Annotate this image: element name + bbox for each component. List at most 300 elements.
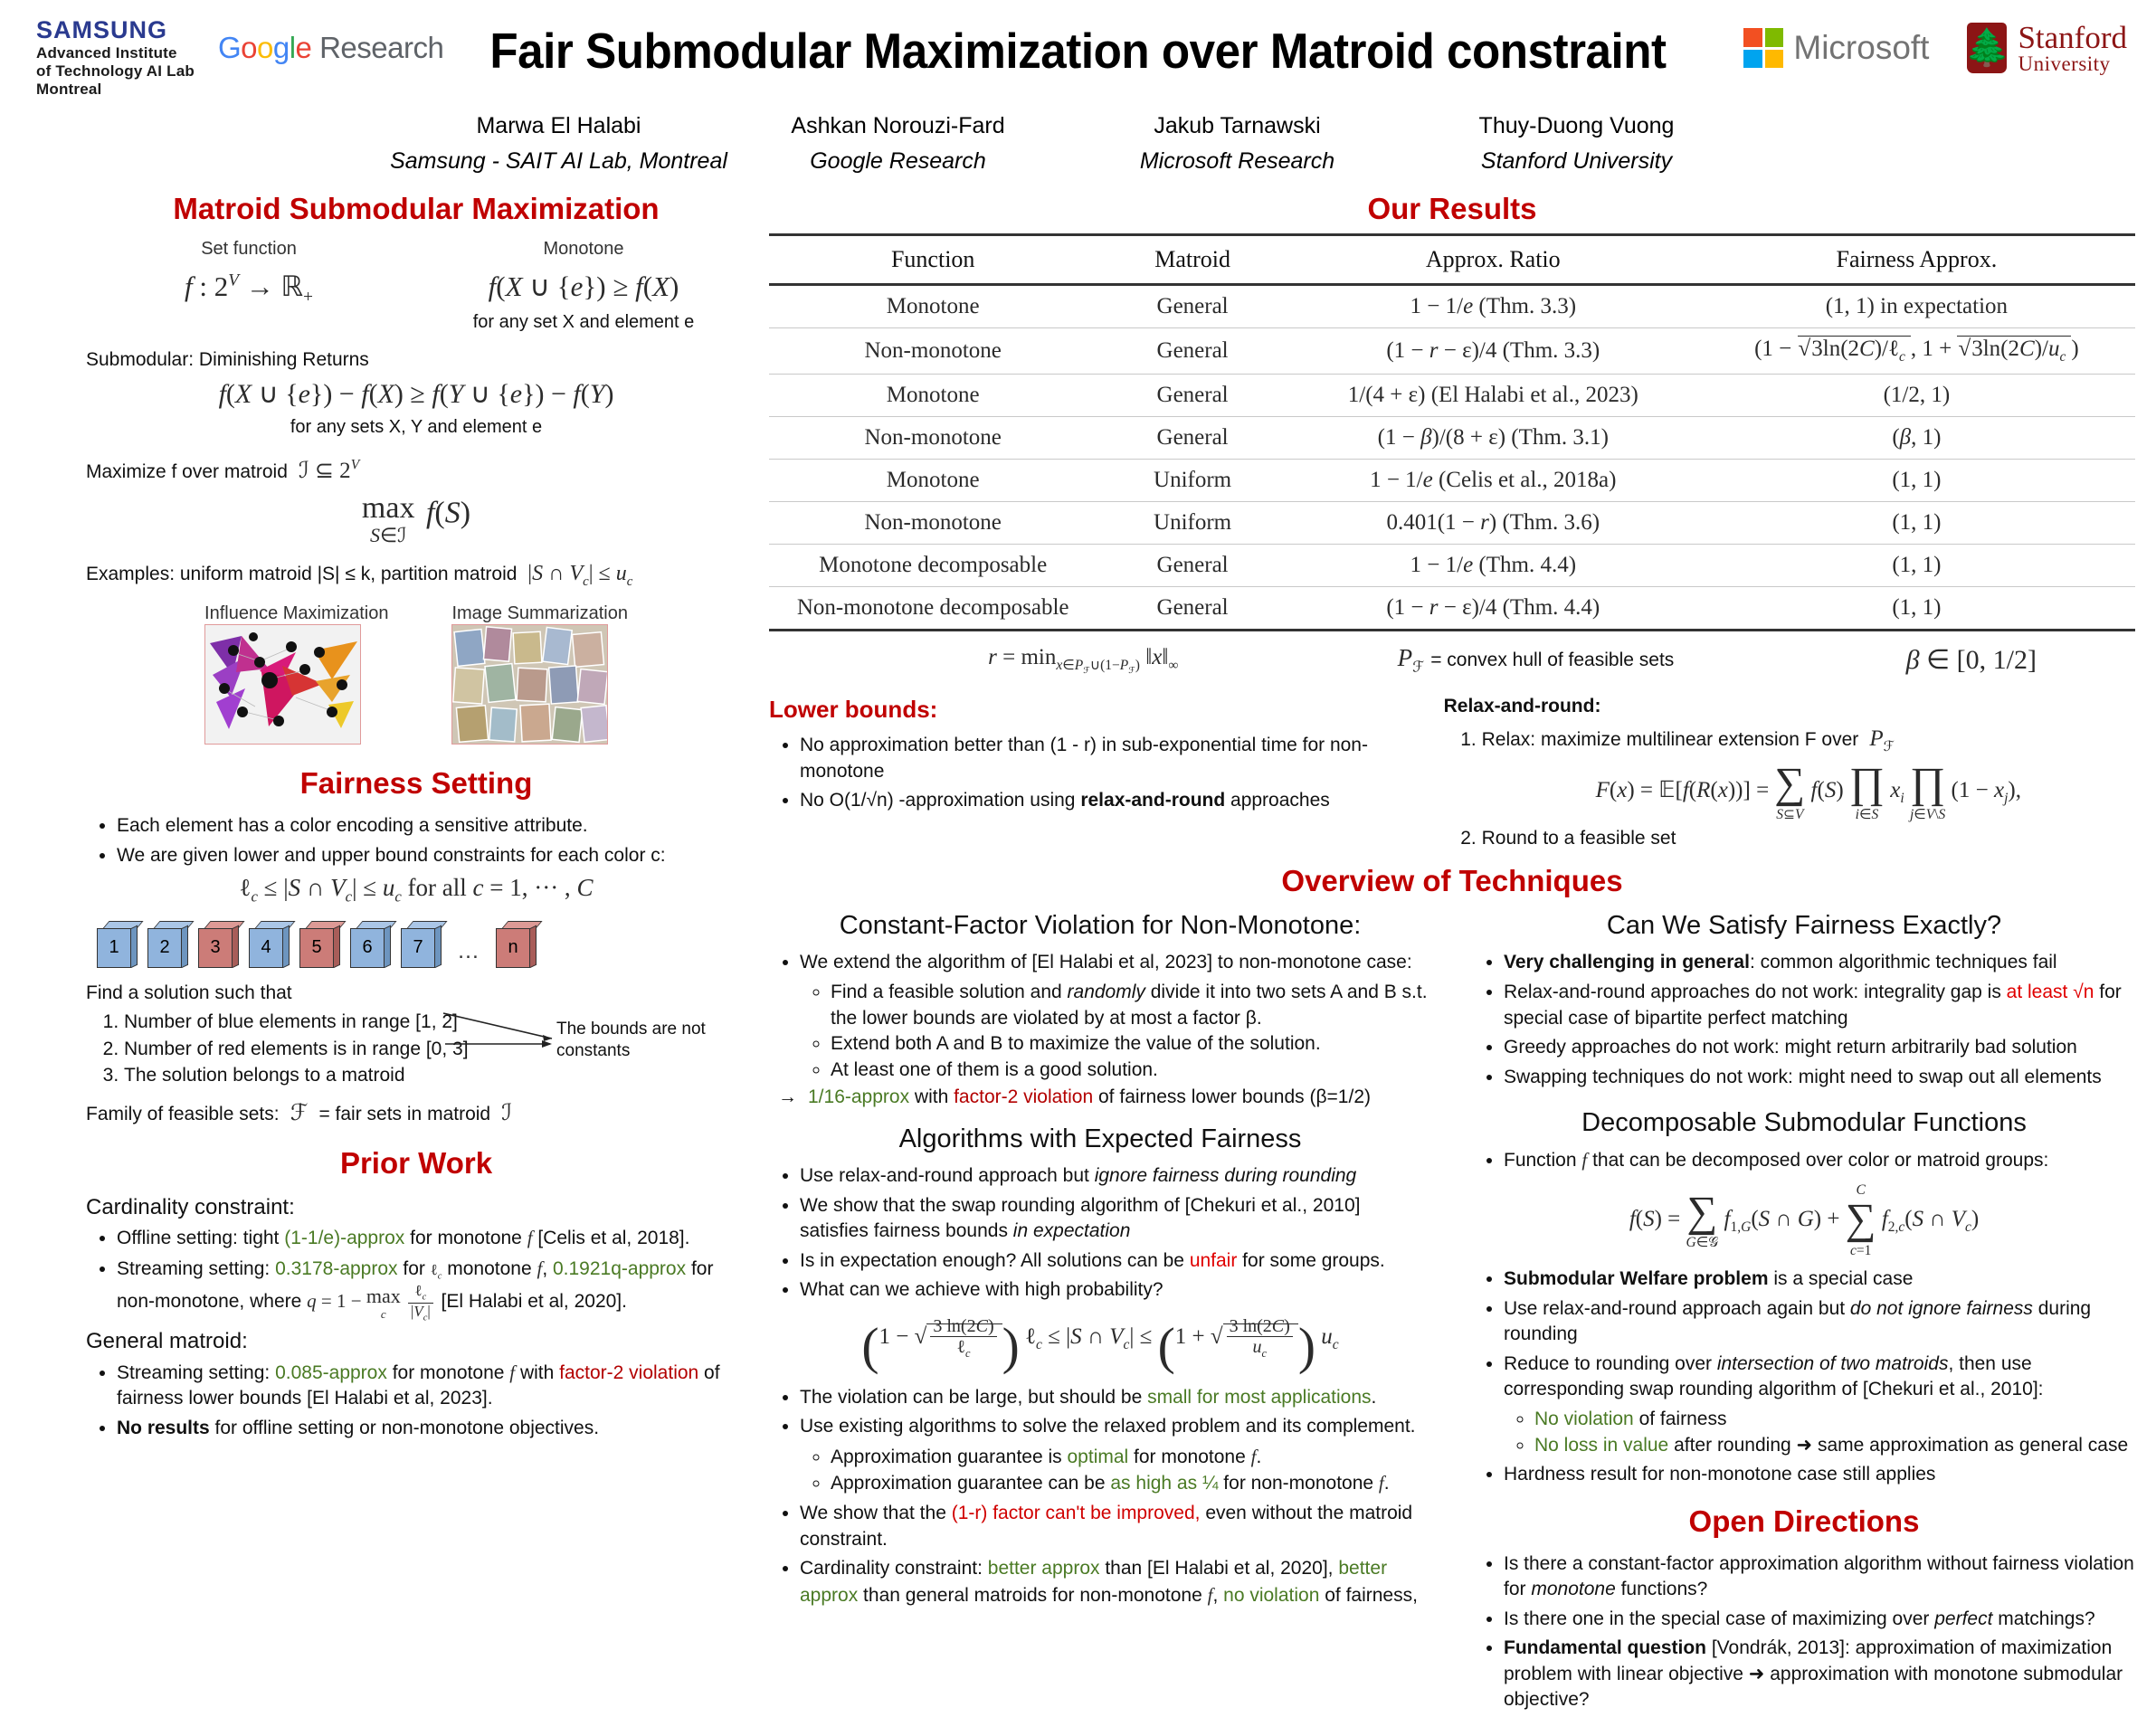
constant-factor-list: [769, 950, 1431, 1083]
cell-matroid: General: [1156, 553, 1229, 577]
cell-fairness: (1, 1): [1892, 468, 1942, 492]
txt: Function: [1504, 1150, 1582, 1172]
list-item: • Swapping techniques do not work: might need to swap out all elements: [1504, 1065, 2135, 1091]
cell-ratio: (1 − r − ε)/4 (Thm. 4.4): [1386, 595, 1600, 620]
decomposable-formula: f(S) = ∑ G∈𝒢 $f_{1,G}(S$ ∩ G) + C ∑ c=1 $f_{2,c}(S$ ∩ $V_c$): [1629, 1181, 1980, 1258]
cell-matroid: General: [1156, 383, 1229, 407]
txt: : common algorithmic techniques fail: [1749, 952, 2057, 973]
subsection-satisfy-fairness-exactly: Can We Satisfy Fairness Exactly?: [1606, 911, 2002, 941]
highlight-green: (1-1/e)-approx: [284, 1228, 405, 1249]
txt: during rounding: [1504, 1297, 2092, 1345]
list-item: • Streaming setting: 0.3178-approx for ℓ$_c$ monotone f, 0.1921q-approx for non-monotone, where q = 1 − max c $\frac{\ell_c}{|V_c|}$ [El Halabi et al, 2020].: [117, 1256, 746, 1323]
cell-ratio: 1 − 1/e (Thm. 3.3): [1410, 294, 1577, 318]
cube-label: 6: [350, 928, 385, 968]
list-item: [1504, 1352, 2135, 1403]
google-letter-g1: G: [217, 31, 242, 64]
author-entry: [1407, 113, 1746, 175]
cell-matroid: Uniform: [1154, 510, 1232, 535]
cube-label: 2: [147, 928, 182, 968]
author-affiliation: Google Research: [810, 148, 986, 174]
emph: perfect: [1934, 1608, 1993, 1629]
stanford-logo: [1964, 20, 2127, 75]
author-affiliation: Stanford University: [1480, 148, 1673, 174]
emph: monotone: [1531, 1579, 1616, 1600]
cell-function: Monotone: [886, 383, 980, 407]
author-name: Ashkan Norouzi-Fard: [791, 113, 1005, 138]
list-item: [1504, 1636, 2135, 1713]
table-row: [769, 587, 2135, 630]
section-title-our-results: Our Results: [1367, 192, 1537, 225]
monotone-formula: f(X ∪ {e}) ≥ f(X): [488, 270, 679, 302]
bold-term: relax-and-round: [1080, 790, 1226, 811]
txt: of fairness,: [1319, 1584, 1418, 1606]
txt: Use relax-and-round approach again but: [1504, 1297, 1850, 1319]
list-item: [1504, 1266, 2135, 1293]
emph: in expectation: [1012, 1220, 1131, 1242]
list-item: [1534, 1407, 2135, 1433]
list-item: • We are given lower and upper bound constraints for each color c:: [117, 843, 746, 869]
cube-label: 1: [97, 928, 131, 968]
lower-bounds-list: [769, 733, 1408, 814]
matroid-inline-formula: ℐ ⊆ $2^V$: [292, 457, 360, 483]
txt: Use relax-and-round approach but: [800, 1165, 1095, 1187]
list-item: [800, 1248, 1431, 1275]
txt: [El Halabi et al, 2020].: [435, 1291, 627, 1313]
submodular-label: Submodular: Diminishing Returns: [86, 349, 369, 370]
highlight-green: No violation: [1534, 1408, 1634, 1429]
sublist-wrapper: [800, 980, 1431, 1083]
list-item: [800, 1193, 1431, 1245]
list-item: [117, 1416, 746, 1442]
txt: [Vondrák, 2013]: approximation of maximization problem with linear objective ➜ approximation with monotone submodular objective?: [1504, 1637, 2123, 1711]
list-item: 2. Number of red elements is in range [0, 3]: [124, 1036, 746, 1062]
txt: of fairness lower bounds [El Halabi et al, 2023].: [117, 1361, 720, 1409]
txt: , then use corresponding swap rounding algorithm of [Chekuri et al., 2010]:: [1504, 1352, 2044, 1400]
cell-function: Monotone: [886, 468, 980, 492]
column-header-fairness: Fairness Approx.: [1836, 246, 1998, 272]
txt: of fairness lower bounds (β=1/2): [1093, 1086, 1371, 1108]
section-title-open-directions: Open Directions: [1688, 1504, 1920, 1538]
beta-range-formula: β ∈ [0, 1/2]: [1905, 645, 2037, 676]
list-item: • Streaming setting: 0.085-approx for monotone f with factor-2 violation of fairness lower bounds [El Halabi et al, 2023].: [117, 1360, 746, 1412]
cell-function: Monotone: [886, 294, 980, 318]
stanford-line-2: University: [2018, 52, 2111, 75]
table-row: [769, 328, 2135, 375]
list-item: [1504, 1551, 2135, 1603]
set-function-block: [86, 239, 412, 308]
relax-steps: [1444, 723, 2135, 851]
guarantee-sublist: [800, 1444, 1431, 1497]
influence-graph-image: [204, 624, 361, 745]
cell-matroid: General: [1156, 595, 1229, 620]
bold-lead: Fundamental question: [1504, 1637, 1707, 1659]
highlight-green: optimal: [1067, 1446, 1129, 1467]
cell-fairness: (1 − √3ln(2C)/ℓ$_c$ , $1 + √3\ln(2C)/u_c$ ): [1754, 337, 2079, 365]
examples-label: Examples: uniform matroid |S| ≤ k, partition matroid: [86, 563, 518, 584]
table-row: [769, 545, 2135, 587]
list-item: • Offline setting: tight (1-1/e)-approx for monotone f [Celis et al, 2018].: [117, 1225, 746, 1252]
txt: Streaming setting:: [117, 1361, 276, 1383]
thumb-caption-influence: Influence Maximization: [204, 603, 389, 624]
cell-ratio: (1 − β)/(8 + ε) (Thm. 3.1): [1377, 425, 1609, 450]
cell-ratio: (1 − r − ε)/4 (Thm. 3.3): [1386, 338, 1600, 363]
general-matroid-label: General matroid:: [86, 1328, 248, 1353]
txt: Find a feasible solution and: [831, 982, 1068, 1003]
list-item: [800, 788, 1408, 814]
txt: for non-monotone: [1218, 1473, 1379, 1494]
author-entry: [728, 113, 1068, 175]
subsection-decomposable-submodular: Decomposable Submodular Functions: [1581, 1108, 2027, 1138]
left-column: Matroid Submodular Maximization Set function f : $2^V$ → ℝ$_+$ Monotone f(X ∪ {e}) ≥ f(X) for any set X and element e Submodular: Diminishing Returns f(X ∪ {e}) − f(X) ≥ f(Y ∪ {e}) − f(Y) for any sets X, Y and element e Maximize f over matroid ℐ ⊆ $2^V$ max S∈ℐ f(S) Examples: uniform matroid |S| ≤ k, partition matroid |S ∩ $V_c| \le u_c$ Influence Maximization Image Summarization Fairness Setting • Each element has a color encoding a sensitive attribute. • We are given lower and upper bound constraints for each color c: ℓ$_c$ ≤ |S ∩ $V_c| \le u_c$ for all c = 1, ··· , C 1 2 3 4 5 6 7 … n Find a solution such that 1. Number of blue elements in range [1, 2] 2. Number of red elements is in range [0, 3] 3. The solution belongs to a matroid The bounds are not constants Family of feasible sets: ℱ = fair sets in matroid ℐ Prior Work Cardinality constraint: • Offline setting: tight (1-1/e)-approx for monotone f [Celis et al, 2018]. • Streaming setting: 0.3178-approx for ℓ$_c$ monotone f, 0.1921q-approx for non-monotone, where q = 1 − max c $\frac{\ell_c}{|V_c|}$ [El Halabi et al, 2020]. General matroid: • Streaming setting: 0.085-approx for monotone f with factor-2 violation of fairness lower bounds [El Halabi et al, 2023]. • No results for offline setting or non-monotone objectives.: [86, 192, 746, 1445]
cell-ratio: 1 − 1/e (Thm. 4.4): [1410, 553, 1577, 577]
monotone-block: [421, 239, 746, 333]
table-row: [769, 285, 2135, 328]
txt: for non-monotone, where: [117, 1257, 714, 1313]
txt: .: [1256, 1446, 1262, 1467]
txt: Approximation guarantee is: [831, 1446, 1068, 1467]
subsection-algorithms-expected-fairness: Algorithms with Expected Fairness: [898, 1124, 1302, 1154]
cube-label: 7: [401, 928, 435, 968]
txt: than [El Halabi et al, 2020],: [1099, 1558, 1339, 1579]
table-row: [769, 502, 2135, 545]
author-entry: [1068, 113, 1407, 175]
poster-header: [0, 0, 2156, 181]
family-mid: = fair sets in matroid: [318, 1103, 491, 1124]
txt: for special case of bipartite perfect matching: [1504, 982, 2122, 1029]
column-header-matroid: Matroid: [1154, 246, 1230, 272]
txt: monotone: [442, 1257, 537, 1279]
list-item: • No approximation better than (1 - r) in sub-exponential time for non-monotone: [800, 733, 1408, 784]
highlight-red: unfair: [1189, 1249, 1238, 1271]
influence-graph-svg: [205, 625, 361, 745]
section-title-fairness-setting: Fairness Setting: [299, 766, 533, 801]
cell-ratio: 1/(4 + ε) (El Halabi et al., 2023): [1347, 383, 1638, 407]
element-cube: [299, 921, 339, 968]
txt: approaches: [1225, 790, 1330, 811]
stamps-collage-image: [451, 624, 608, 745]
section-title-matroid-submodular-maximization: Matroid Submodular Maximization: [173, 192, 660, 225]
list-item: [1504, 980, 2135, 1031]
subsection-constant-factor-violation: Constant-Factor Violation for Non-Monotone:: [839, 911, 1362, 941]
txt: than general matroids for non-monotone: [858, 1584, 1208, 1606]
txt: with: [515, 1361, 560, 1383]
list-item: • Use existing algorithms to solve the relaxed problem and its complement.: [800, 1414, 1431, 1440]
list-item: [831, 980, 1431, 1031]
cube-label: 3: [198, 928, 233, 968]
stanford-line-1: Stanford: [2018, 20, 2127, 55]
txt: even without the matroid constraint.: [800, 1503, 1413, 1550]
cardinality-constraint-label: Cardinality constraint:: [86, 1194, 295, 1219]
highlight-green: better approx: [800, 1558, 1388, 1606]
page-title: Fair Submodular Maximization over Matroid constraint: [489, 23, 1667, 79]
google-research-word: Research: [311, 31, 444, 64]
txt: The violation can be large, but should be: [800, 1386, 1148, 1408]
definitions-row: [769, 644, 2135, 676]
set-function-formula: f : $2^V$ → ℝ$_+$: [185, 270, 313, 308]
pf-symbol: $P_ℱ$: [1869, 726, 1895, 755]
highlight-green: 0.1921q-approx: [552, 1257, 687, 1279]
samsung-line-3: Montreal: [36, 80, 102, 98]
txt: after rounding ➜ same approximation as general case: [1668, 1434, 2129, 1456]
fairness-exactly-list: [1473, 950, 2135, 1090]
list-item: • We extend the algorithm of [El Halabi et al, 2023] to non-monotone case:: [800, 950, 1431, 976]
txt: functions?: [1615, 1579, 1708, 1600]
list-item: ◦ Extend both A and B to maximize the value of the solution.: [831, 1031, 1431, 1058]
list-item: [1504, 1296, 2135, 1348]
relax-title: Relax-and-round:: [1443, 696, 1601, 717]
list-item: [1504, 1147, 2135, 1174]
list-item: • Hardness result for non-monotone case still applies: [1504, 1462, 2135, 1488]
stamps-collage-svg: [452, 625, 608, 745]
cell-fairness: (1, 1): [1892, 510, 1942, 535]
cell-fairness: (1, 1): [1892, 553, 1942, 577]
highlight-red: (1-r) factor can't be improved,: [951, 1503, 1201, 1524]
set-function-label: Set function: [201, 239, 297, 259]
highlight-green: 1/16-approx: [808, 1086, 910, 1108]
list-item: [778, 1086, 1431, 1108]
highlight-green: small for most applications: [1147, 1386, 1372, 1408]
txt: Relax-and-round approaches do not work: integrality gap is: [1504, 982, 2007, 1003]
highlight-red: factor-2 violation: [559, 1361, 699, 1383]
techniques-columns: [769, 911, 2135, 1716]
author-name: Jakub Tarnawski: [1154, 113, 1321, 138]
txt: Cardinality constraint:: [800, 1558, 988, 1579]
google-letter-g2: g: [272, 31, 290, 64]
microsoft-squares-icon: [1743, 28, 1783, 68]
cell-matroid: General: [1156, 338, 1229, 363]
element-cube: [97, 921, 137, 968]
maximize-label: Maximize f over matroid: [86, 460, 288, 482]
txt: Relax: maximize multilinear extension F over: [1481, 729, 1859, 751]
emph: do not ignore fairness: [1849, 1297, 2033, 1319]
cubes-ellipsis: …: [457, 937, 480, 963]
cube-label: 5: [299, 928, 334, 968]
cube-label: 4: [249, 928, 283, 968]
pf-note: = convex hull of feasible sets: [1430, 650, 1675, 670]
txt: Is in expectation enough? All solutions can be: [800, 1249, 1190, 1271]
highlight-green: no violation: [1223, 1584, 1320, 1606]
txt: ,: [1212, 1584, 1224, 1606]
sublist-wrapper: [1504, 1407, 2135, 1458]
expected-fairness-list-2: [769, 1385, 1431, 1608]
f-symbol: f: [1581, 1149, 1588, 1172]
column-header-function: Function: [890, 246, 975, 272]
techniques-right: [1473, 911, 2135, 1716]
cell-matroid: General: [1156, 294, 1229, 318]
highlight-red: at least √n: [2006, 982, 2094, 1003]
author-list: [389, 113, 1746, 175]
list-item: 1. Number of blue elements in range [1, 2]: [124, 1009, 746, 1035]
list-item: 3. The solution belongs to a matroid: [124, 1062, 746, 1088]
expected-fairness-list: [769, 1163, 1431, 1304]
prior-work-general-list: [86, 1360, 746, 1442]
txt: We show that the swap rounding algorithm of [Chekuri et al., 2010] satisfies fairness bounds: [800, 1194, 1361, 1242]
decomposable-list-2: [1473, 1266, 2135, 1487]
submodular-formula: f(X ∪ {e}) − f(X) ≥ f(Y ∪ {e}) − f(Y): [218, 378, 614, 409]
txt: matchings?: [1992, 1608, 2095, 1629]
influence-maximization-figure: [204, 603, 388, 745]
txt: for: [397, 1257, 431, 1279]
fairness-bullets: [86, 813, 746, 868]
txt: for monotone: [404, 1228, 527, 1249]
submodular-note: for any sets X, Y and element e: [290, 416, 543, 437]
highlight-green: 0.3178-approx: [275, 1257, 398, 1279]
bold-lead: Very challenging in general: [1504, 952, 1750, 973]
author-affiliation: Samsung - SAIT AI Lab, Montreal: [390, 148, 727, 174]
multilinear-extension-formula: F(x) = 𝔼[f(R(x))] = ∑ S⊆V f(S) ∏ i∈S $x_i$ ∏ j∈V\S $(1 - x_j)$,: [1595, 760, 2021, 822]
stanford-tree-icon: 🌲: [1967, 23, 2007, 73]
txt: We show that the: [800, 1503, 952, 1524]
author-entry: [389, 113, 728, 175]
find-solution-block: [86, 981, 746, 1089]
r-definition-formula: $r = \min_{x\in P_ℱ\cup(1-P_ℱ)}$ $‖x‖_\infty$: [988, 644, 1179, 676]
txt: for monotone: [1128, 1446, 1251, 1467]
monotone-note: for any set X and element e: [472, 312, 695, 332]
element-cube: [147, 921, 187, 968]
highlight-red: factor-2 violation: [954, 1086, 1094, 1108]
decomposable-sublist: [1504, 1407, 2135, 1458]
txt: Reduce to rounding over: [1504, 1352, 1717, 1374]
txt: No O(1/√n) -approximation using: [800, 790, 1081, 811]
cell-fairness: (1, 1) in expectation: [1825, 294, 2009, 318]
cell-fairness: (1, 1): [1892, 595, 1942, 620]
open-directions-list: [1473, 1551, 2135, 1713]
list-item: 2. Round to a feasible set: [1482, 825, 2135, 851]
author-name: Thuy-Duong Vuong: [1478, 113, 1675, 138]
txt: that can be decomposed over color or matroid groups:: [1587, 1150, 2049, 1172]
section-title-overview-of-techniques: Overview of Techniques: [1281, 864, 1623, 898]
cell-function: Non-monotone: [864, 338, 1002, 363]
lower-bounds-and-relax: [769, 696, 2135, 855]
pf-symbol: $P_ℱ$: [1397, 644, 1425, 676]
txt: divide it into two sets A and B s.t. the lower bounds are violated by at most a factor β.: [831, 982, 1428, 1029]
google-letter-e: e: [295, 31, 312, 64]
whp-fairness-formula: (1 − √ $\frac{3 \ln(2C)}{\ell_c}$ ) ℓ$_c$ ≤ |S ∩ $V_c| \le (1$ + √ $\frac{3 \ln(2C)}{u_c}$ ) $u_c$: [861, 1315, 1339, 1375]
txt: Approximation guarantee can be: [831, 1473, 1111, 1494]
list-item: [800, 1385, 1431, 1411]
element-cube: [198, 921, 238, 968]
element-cube: [350, 921, 390, 968]
txt: Is there one in the special case of maximizing over: [1504, 1608, 1935, 1629]
cell-ratio: 0.401(1 − r) (Thm. 3.6): [1386, 510, 1600, 535]
microsoft-logo: [1743, 28, 1929, 68]
list-item: [1504, 1607, 2135, 1633]
emph: randomly: [1067, 982, 1145, 1003]
txt: [Celis et al, 2018].: [532, 1228, 690, 1249]
element-cubes-row: [97, 921, 746, 968]
txt: Is there a constant-factor approximation algorithm without fairness violation for: [1504, 1552, 2134, 1600]
txt: with: [909, 1086, 955, 1108]
highlight-green: 0.085-approx: [275, 1361, 387, 1383]
list-item: [800, 1501, 1431, 1552]
table-row: [769, 460, 2135, 502]
thumb-caption-summarization: Image Summarization: [451, 603, 628, 624]
txt: for monotone: [386, 1361, 510, 1383]
results-column: [769, 192, 2135, 1717]
monotone-label: Monotone: [543, 239, 624, 259]
microsoft-wordmark: Microsoft: [1793, 29, 1930, 66]
partition-matroid-formula: |S ∩ $V_c| \le u_c$: [522, 561, 633, 589]
sublist-wrapper: [800, 1444, 1431, 1497]
family-label: Family of feasible sets:: [86, 1103, 280, 1124]
highlight-green: as high as ¼: [1110, 1473, 1219, 1494]
list-item: [1504, 950, 2135, 976]
lower-bounds-title: Lower bounds:: [769, 696, 938, 724]
bold-lead: No results: [117, 1417, 210, 1438]
list-item: ◦ Approximation guarantee is optimal for monotone f.: [831, 1444, 1431, 1471]
cell-function: Monotone decomposable: [819, 553, 1048, 577]
image-summarization-figure: [451, 603, 628, 745]
txt: .: [1383, 1473, 1390, 1494]
table-row: [769, 417, 2135, 460]
q-formula: q = 1 − max c $\frac{\ell_c}{|V_c|}$: [307, 1290, 436, 1312]
list-item: • Cardinality constraint: better approx than [El Halabi et al, 2020], better approx than general matroids for non-monotone f, no violation of fairness,: [800, 1556, 1431, 1608]
right-logos: [1743, 22, 2127, 74]
list-item: • Each element has a color encoding a sensitive attribute.: [117, 813, 746, 840]
section-title-prior-work: Prior Work: [339, 1145, 493, 1180]
google-letter-l: l: [289, 31, 296, 64]
cell-ratio: 1 − 1/e (Celis et al., 2018a): [1370, 468, 1617, 492]
google-letter-o1: o: [241, 31, 257, 64]
samsung-wordmark: SAMSUNG: [36, 16, 168, 43]
techniques-left: [769, 911, 1431, 1716]
constant-factor-conclusion: [769, 1086, 1431, 1108]
max-objective-formula: max S∈ℐ f(S): [361, 490, 471, 546]
samsung-line-1: Advanced Institute: [36, 44, 177, 62]
cell-function: Non-monotone: [864, 510, 1002, 535]
cell-fairness: (1/2, 1): [1883, 383, 1951, 407]
txt: for some groups.: [1237, 1249, 1385, 1271]
author-affiliation: Microsoft Research: [1139, 148, 1335, 174]
txt: of fairness: [1633, 1408, 1727, 1429]
txt: Offline setting: tight: [117, 1228, 285, 1249]
list-item: [800, 1163, 1431, 1190]
element-cube: [249, 921, 289, 968]
list-item: ◦ Approximation guarantee can be as high as ¼ for non-monotone f.: [831, 1470, 1431, 1497]
highlight-green: better approx: [987, 1558, 1100, 1579]
emph: intersection of two matroids: [1716, 1352, 1949, 1374]
constant-factor-sublist: [800, 980, 1431, 1083]
lower-bounds-block: [769, 696, 1408, 855]
highlight-green: No loss in value: [1534, 1434, 1669, 1456]
google-letter-o2: o: [256, 31, 273, 64]
decomposable-list: [1473, 1147, 2135, 1174]
relax-and-round-block: [1444, 696, 2135, 855]
samsung-line-2: of Technology AI Lab: [36, 62, 195, 81]
find-solution-label: Find a solution such that: [86, 982, 292, 1003]
cell-function: Non-monotone decomposable: [796, 595, 1069, 620]
txt: ,: [542, 1257, 553, 1279]
prior-work-cardinality-list: [86, 1225, 746, 1323]
list-item: • Greedy approaches do not work: might return arbitrarily bad solution: [1504, 1035, 2135, 1061]
fairness-constraint-formula: ℓ$_c$ ≤ |S ∩ $V_c| \le u_c$ for all c = 1, ··· , C: [239, 874, 594, 906]
bold-lead: Submodular Welfare problem: [1504, 1268, 1769, 1290]
cube-label: n: [496, 928, 530, 968]
cell-matroid: Uniform: [1154, 468, 1232, 492]
author-name: Marwa El Halabi: [476, 113, 641, 138]
list-item: ◦ At least one of them is a good solution.: [831, 1058, 1431, 1084]
cell-function: Non-monotone: [864, 425, 1002, 450]
column-header-ratio: Approx. Ratio: [1425, 246, 1561, 272]
results-table: [769, 233, 2135, 629]
txt: for offline setting or non-monotone objectives.: [209, 1417, 600, 1438]
cell-matroid: General: [1156, 425, 1229, 450]
emph: ignore fairness during rounding: [1094, 1165, 1357, 1187]
txt: Streaming setting:: [117, 1257, 276, 1279]
txt: .: [1371, 1386, 1377, 1408]
element-cube: [401, 921, 441, 968]
txt: is a special case: [1768, 1268, 1914, 1290]
